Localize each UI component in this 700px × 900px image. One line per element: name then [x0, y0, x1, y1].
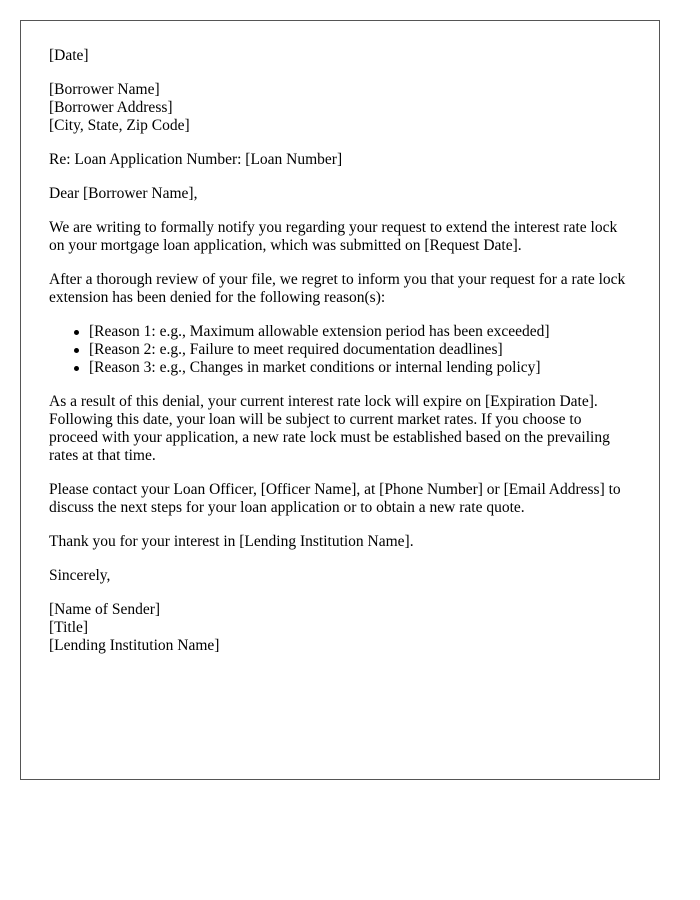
sender-title: [Title] [49, 619, 89, 636]
recipient-address-block [49, 81, 631, 135]
signature-block [49, 601, 631, 655]
letter-date: [Date] [49, 47, 89, 64]
thanks-paragraph: Thank you for your interest in [Lending Institution Name]. [49, 533, 414, 550]
reasons-list [49, 323, 631, 377]
reason-item: [Reason 1: e.g., Maximum allowable extension period has been exceeded] [89, 323, 631, 341]
recipient-city-state-zip: [City, State, Zip Code] [49, 117, 190, 134]
intro-paragraph: We are writing to formally notify you regarding your request to extend the interest rate lock on your mortgage loan application, which was submitted on [Request Date]. [49, 219, 618, 254]
subject-line: Re: Loan Application Number: [Loan Number] [49, 151, 343, 168]
salutation: Dear [Borrower Name], [49, 185, 198, 202]
recipient-name: [Borrower Name] [49, 81, 160, 98]
contact-paragraph: Please contact your Loan Officer, [Officer Name], at [Phone Number] or [Email Address] to discuss the next steps for your loan application or to obtain a new rate quote. [49, 481, 621, 516]
letter-page [20, 20, 660, 780]
recipient-address: [Borrower Address] [49, 99, 173, 116]
reason-item: [Reason 2: e.g., Failure to meet required documentation deadlines] [89, 341, 631, 359]
closing: Sincerely, [49, 567, 111, 584]
sender-institution: [Lending Institution Name] [49, 637, 220, 654]
sender-name: [Name of Sender] [49, 601, 161, 618]
review-paragraph: After a thorough review of your file, we regret to inform you that your request for a rate lock extension has been denied for the following reason(s): [49, 271, 626, 306]
result-paragraph: As a result of this denial, your current interest rate lock will expire on [Expiration Date]. Following this date, your loan will be subject to current market rates. If you choose to proceed with your application, a new rate lock must be established based on the prevailing rates at that time. [49, 393, 610, 464]
reason-item: [Reason 3: e.g., Changes in market conditions or internal lending policy] [89, 359, 631, 377]
